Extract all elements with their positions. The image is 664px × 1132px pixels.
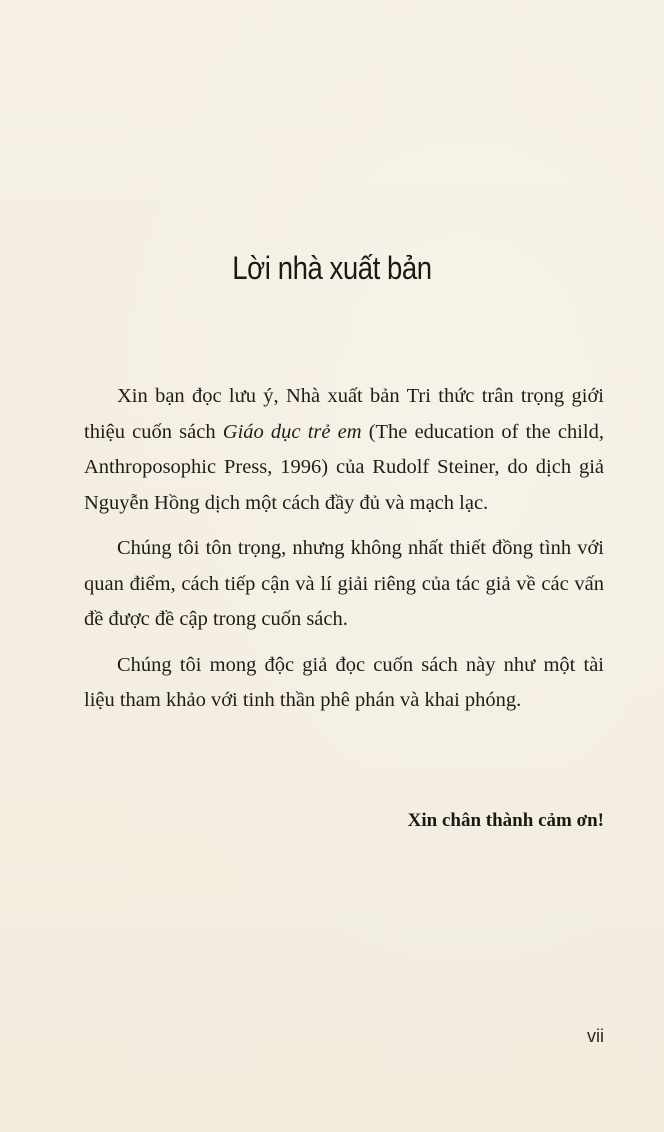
paragraph-1-text-start: Xin bạn đọc lưu ý, Nhà xuất bản Tri thức trân trọng giới thiệu cuốn sách [84,385,604,443]
paragraph-1 [84,379,604,521]
paragraph-1-text-end: (The education of the child, Anthroposophic Press, 1996) của Rudolf Steiner, do dịch giả Nguyễn Hồng dịch một cách đầy đủ và mạch lạc. [84,420,604,514]
book-title-italic: Giáo dục trẻ em [222,420,362,443]
publisher-note-body [84,379,604,729]
paragraph-3: Chúng tôi mong độc giả đọc cuốn sách này như một tài liệu tham khảo với tinh thần phê phán và khai phóng. [84,653,604,711]
page-number: vii [587,1026,604,1046]
signoff-text: Xin chân thành cảm ơn! [407,810,604,831]
page-title: Lời nhà xuất bản [232,250,432,286]
paragraph-2: Chúng tôi tôn trọng, nhưng không nhất thiết đồng tình với quan điểm, cách tiếp cận và lí giải riêng của tác giả về các vấn đề được đề cập trong cuốn sách. [84,537,604,630]
